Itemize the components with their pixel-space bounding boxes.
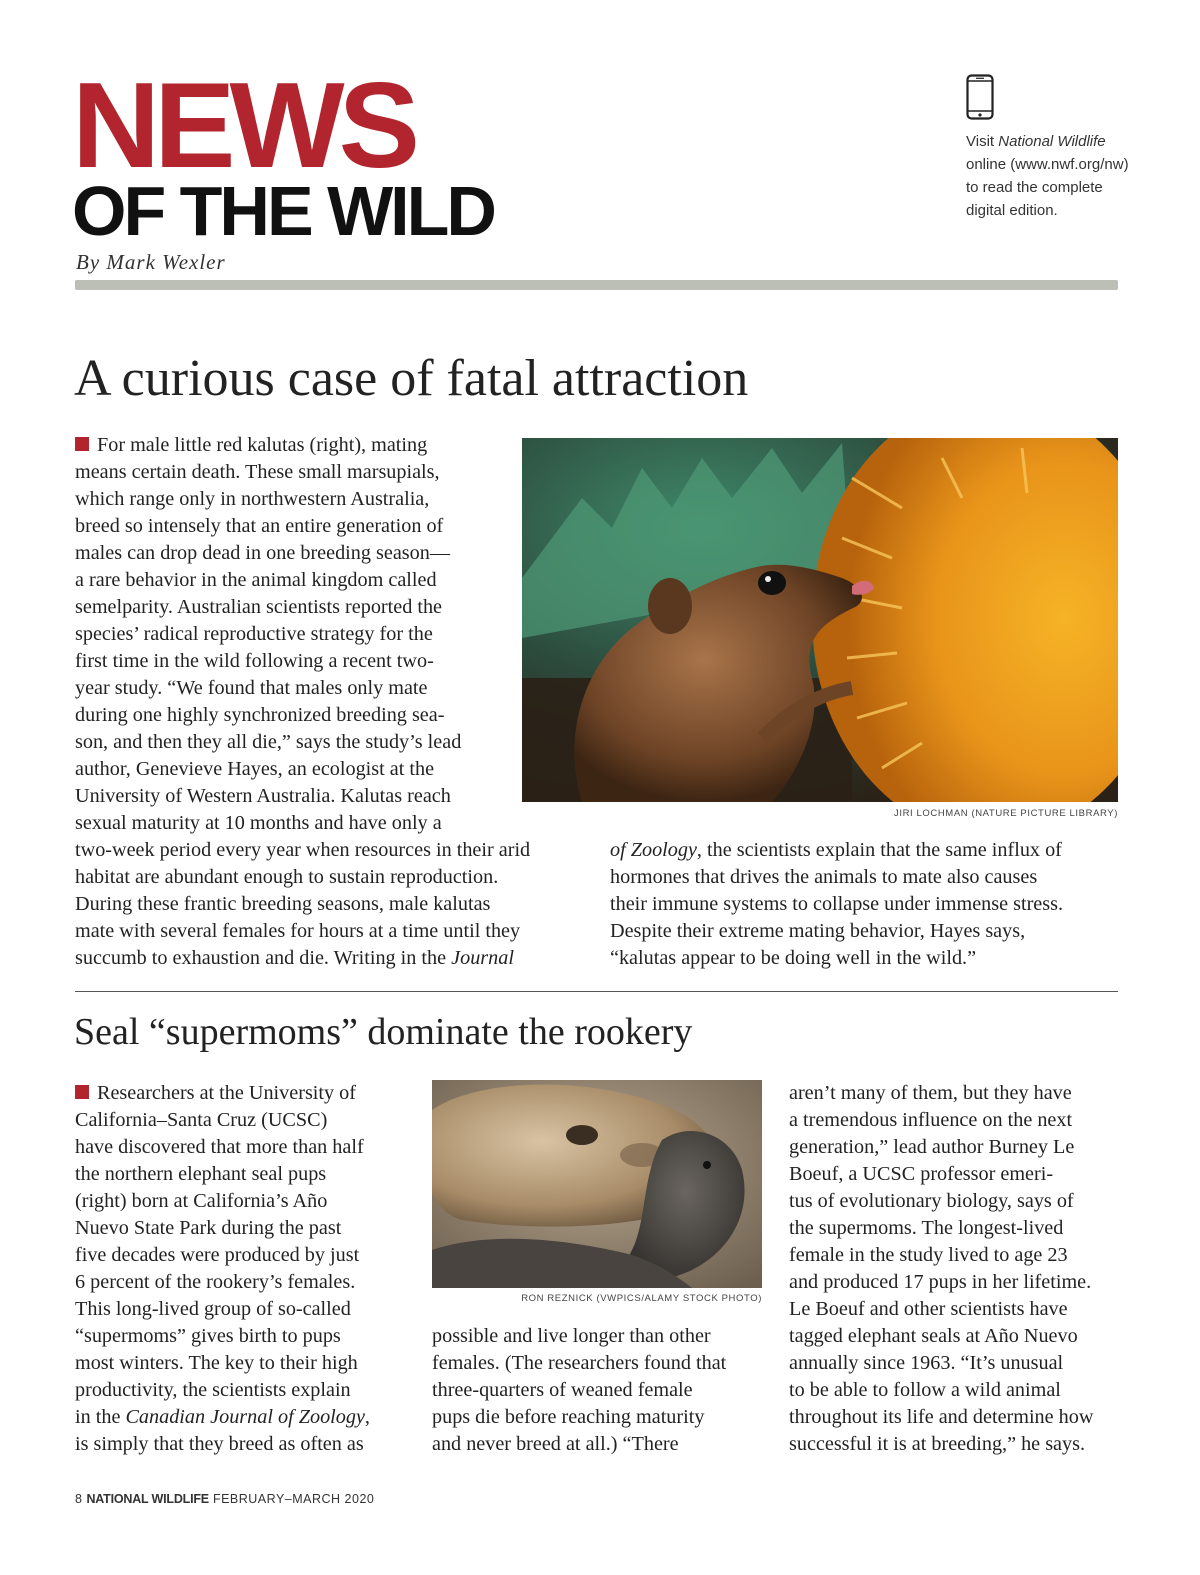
- text-line: [75, 513, 515, 540]
- text-line-content: five decades were produced by just: [75, 1244, 360, 1266]
- text-line: [610, 918, 1120, 945]
- text-line: [75, 1242, 415, 1269]
- text-line-content: possible and live longer than other: [432, 1325, 711, 1347]
- text-line-content: means certain death. These small marsupials,: [75, 461, 440, 483]
- text-line: [75, 837, 595, 864]
- text-line-content: which range only in northwestern Australia,: [75, 488, 430, 510]
- text-line: [75, 1296, 415, 1323]
- text-line-content: “kalutas appear to be doing well in the wild.”: [610, 947, 977, 969]
- article1-column-narrow: [75, 432, 515, 837]
- text-line-content: This long-lived group of so-called: [75, 1298, 351, 1320]
- text-line: [75, 567, 515, 594]
- text-line: [432, 1377, 772, 1404]
- text-line-content: author, Genevieve Hayes, an ecologist at the: [75, 758, 435, 780]
- text-line-content: tus of evolutionary biology, says of: [789, 1190, 1074, 1212]
- text-line-content: Nuevo State Park during the past: [75, 1217, 342, 1239]
- text-line-content: California–Santa Cruz (UCSC): [75, 1109, 328, 1131]
- text-line: [610, 891, 1120, 918]
- text-line-content: their immune systems to collapse under immense stress.: [610, 893, 1064, 915]
- text-line: [789, 1269, 1129, 1296]
- text-line-content: Boeuf, a UCSC professor emeri-: [789, 1163, 1054, 1185]
- promo-publication-name: National Wildlife: [998, 133, 1106, 150]
- text-line: [75, 1080, 415, 1107]
- text-line-content: aren’t many of them, but they have: [789, 1082, 1072, 1104]
- text-line-content: 6 percent of the rookery’s females.: [75, 1271, 356, 1293]
- journal-title: Journal: [451, 947, 514, 969]
- text-line-content: breed so intensely that an entire generation of: [75, 515, 444, 537]
- text-line: [789, 1242, 1129, 1269]
- text-line-content: semelparity. Australian scientists reported the: [75, 596, 443, 618]
- text-line: [789, 1134, 1129, 1161]
- text-line-content: males can drop dead in one breeding season—: [75, 542, 451, 564]
- text-line: [610, 864, 1120, 891]
- text-line: [789, 1296, 1129, 1323]
- byline: By Mark Wexler: [76, 250, 226, 274]
- text-line: [75, 756, 515, 783]
- text-line-content: For male little red kalutas (right), mating: [97, 434, 428, 456]
- text-line-content: generation,” lead author Burney Le: [789, 1136, 1075, 1158]
- text-line-content: (right) born at California’s Año: [75, 1190, 328, 1212]
- text-line: [789, 1350, 1129, 1377]
- text-line: [75, 540, 515, 567]
- footer-publication: NATIONAL WILDLIFE: [86, 1492, 209, 1506]
- text-line-content: the supermoms. The longest-lived: [789, 1217, 1064, 1239]
- text-line-content: habitat are abundant enough to sustain reproduction.: [75, 866, 499, 888]
- text-line-content: tagged elephant seals at Año Nuevo: [789, 1325, 1078, 1347]
- text-line-content: ,: [364, 1406, 370, 1428]
- text-line-content: Researchers at the University of: [97, 1082, 356, 1104]
- text-line-content: Le Boeuf and other scientists have: [789, 1298, 1068, 1320]
- text-line-content: pups die before reaching maturity: [432, 1406, 705, 1428]
- journal-title: of Zoology: [610, 839, 697, 861]
- text-line-content: females. (The researchers found that: [432, 1352, 727, 1374]
- text-line: [75, 648, 515, 675]
- text-line-content: successful it is at breeding,” he says.: [789, 1433, 1086, 1455]
- text-line-content: son, and then they all die,” says the study’s lead: [75, 731, 462, 753]
- text-line-content: sexual maturity at 10 months and have only a: [75, 812, 442, 834]
- article1-column-right: [610, 837, 1120, 972]
- text-line: [75, 1161, 415, 1188]
- text-line: [610, 945, 1120, 972]
- text-line: [75, 918, 595, 945]
- text-line: [432, 1323, 772, 1350]
- text-line-content: “supermoms” gives birth to pups: [75, 1325, 341, 1347]
- text-line-content: is simply that they breed as often as: [75, 1433, 364, 1455]
- text-line: [610, 837, 1120, 864]
- text-line: [75, 1215, 415, 1242]
- text-line: [75, 675, 515, 702]
- text-line: [75, 702, 515, 729]
- seal-photo-credit: RON REZNICK (VWPICS/ALAMY STOCK PHOTO): [521, 1293, 762, 1304]
- text-line: [75, 1404, 415, 1431]
- text-line: [789, 1431, 1129, 1458]
- text-line-content: first time in the wild following a recent two-: [75, 650, 434, 672]
- text-line: [75, 459, 515, 486]
- text-line: [75, 1134, 415, 1161]
- text-line: [75, 810, 515, 837]
- kaluta-photo-credit: JIRI LOCHMAN (NATURE PICTURE LIBRARY): [893, 808, 1118, 819]
- text-line: [75, 486, 515, 513]
- text-line-content: most winters. The key to their high: [75, 1352, 358, 1374]
- text-line: [75, 1431, 415, 1458]
- text-line: [432, 1431, 772, 1458]
- text-line-content: University of Western Australia. Kalutas reach: [75, 785, 451, 807]
- text-line-content: during one highly synchronized breeding sea-: [75, 704, 445, 726]
- text-line-content: have discovered that more than half: [75, 1136, 364, 1158]
- text-line-content: succumb to exhaustion and die. Writing in the: [75, 947, 452, 969]
- text-line: [75, 729, 515, 756]
- text-line-content: During these frantic breeding seasons, male kalutas: [75, 893, 491, 915]
- text-line: [75, 783, 515, 810]
- text-line-content: in the: [75, 1406, 126, 1428]
- text-line-content: mate with several females for hours at a time until they: [75, 920, 521, 942]
- text-line: [75, 1377, 415, 1404]
- text-line: [789, 1107, 1129, 1134]
- text-line-content: annually since 1963. “It’s unusual: [789, 1352, 1064, 1374]
- text-line-content: a rare behavior in the animal kingdom called: [75, 569, 437, 591]
- article1-headline: A curious case of fatal attraction: [74, 350, 749, 407]
- text-line-content: Despite their extreme mating behavior, Hayes says,: [610, 920, 1026, 942]
- text-line-content: productivity, the scientists explain: [75, 1379, 351, 1401]
- text-line: [75, 621, 515, 648]
- kaluta-photo: [522, 438, 1118, 802]
- text-line: [75, 891, 595, 918]
- text-line: [75, 945, 595, 972]
- text-line: [789, 1377, 1129, 1404]
- text-line-content: year study. “We found that males only mate: [75, 677, 428, 699]
- bullet-marker: [75, 1085, 89, 1099]
- article2-column-1: [75, 1080, 415, 1458]
- text-line: [75, 594, 515, 621]
- text-line: [75, 1269, 415, 1296]
- text-line-content: female in the study lived to age 23: [789, 1244, 1068, 1266]
- text-line-content: and never breed at all.) “There: [432, 1433, 679, 1455]
- article1-column-left: [75, 837, 595, 972]
- text-line: [432, 1350, 772, 1377]
- text-line-content: a tremendous influence on the next: [789, 1109, 1073, 1131]
- text-line: [75, 1188, 415, 1215]
- journal-title: Canadian Journal of Zoology: [125, 1406, 365, 1428]
- footer-issue: FEBRUARY–MARCH 2020: [212, 1492, 375, 1506]
- text-line: [75, 864, 595, 891]
- masthead-of-the-wild: OF THE WILD: [72, 172, 494, 250]
- masthead-divider: [75, 280, 1118, 290]
- elephant-seal-photo: [432, 1080, 762, 1288]
- digital-edition-promo: Visit National Wildlife online (www.nwf.org/nw) to read the complete digital edition.: [966, 133, 1129, 219]
- text-line: [432, 1404, 772, 1431]
- text-line: [75, 1107, 415, 1134]
- text-line: [75, 1350, 415, 1377]
- text-line-content: three-quarters of weaned female: [432, 1379, 693, 1401]
- text-line: [789, 1215, 1129, 1242]
- page-footer: [75, 1492, 374, 1506]
- article-divider: [75, 991, 1118, 992]
- masthead-news: NEWS: [72, 57, 414, 193]
- text-line-content: throughout its life and determine how: [789, 1406, 1094, 1428]
- text-line: [75, 432, 515, 459]
- article2-column-2: [432, 1323, 772, 1458]
- text-line: [789, 1080, 1129, 1107]
- text-line-content: two-week period every year when resources in their arid: [75, 839, 531, 861]
- text-line-content: , the scientists explain that the same influx of: [696, 839, 1062, 861]
- text-line-content: and produced 17 pups in her lifetime.: [789, 1271, 1092, 1293]
- text-line-content: to be able to follow a wild animal: [789, 1379, 1061, 1401]
- text-line: [75, 1323, 415, 1350]
- text-line: [789, 1404, 1129, 1431]
- text-line: [789, 1161, 1129, 1188]
- article2-headline: Seal “supermoms” dominate the rookery: [74, 1011, 693, 1053]
- text-line-content: hormones that drives the animals to mate also causes: [610, 866, 1038, 888]
- phone-icon: [966, 74, 994, 120]
- text-line-content: species’ radical reproductive strategy for the: [75, 623, 433, 645]
- bullet-marker: [75, 437, 89, 451]
- page-number: 8: [75, 1492, 83, 1506]
- article2-column-3: [789, 1080, 1129, 1458]
- text-line-content: the northern elephant seal pups: [75, 1163, 327, 1185]
- text-line: [789, 1188, 1129, 1215]
- text-line: [789, 1323, 1129, 1350]
